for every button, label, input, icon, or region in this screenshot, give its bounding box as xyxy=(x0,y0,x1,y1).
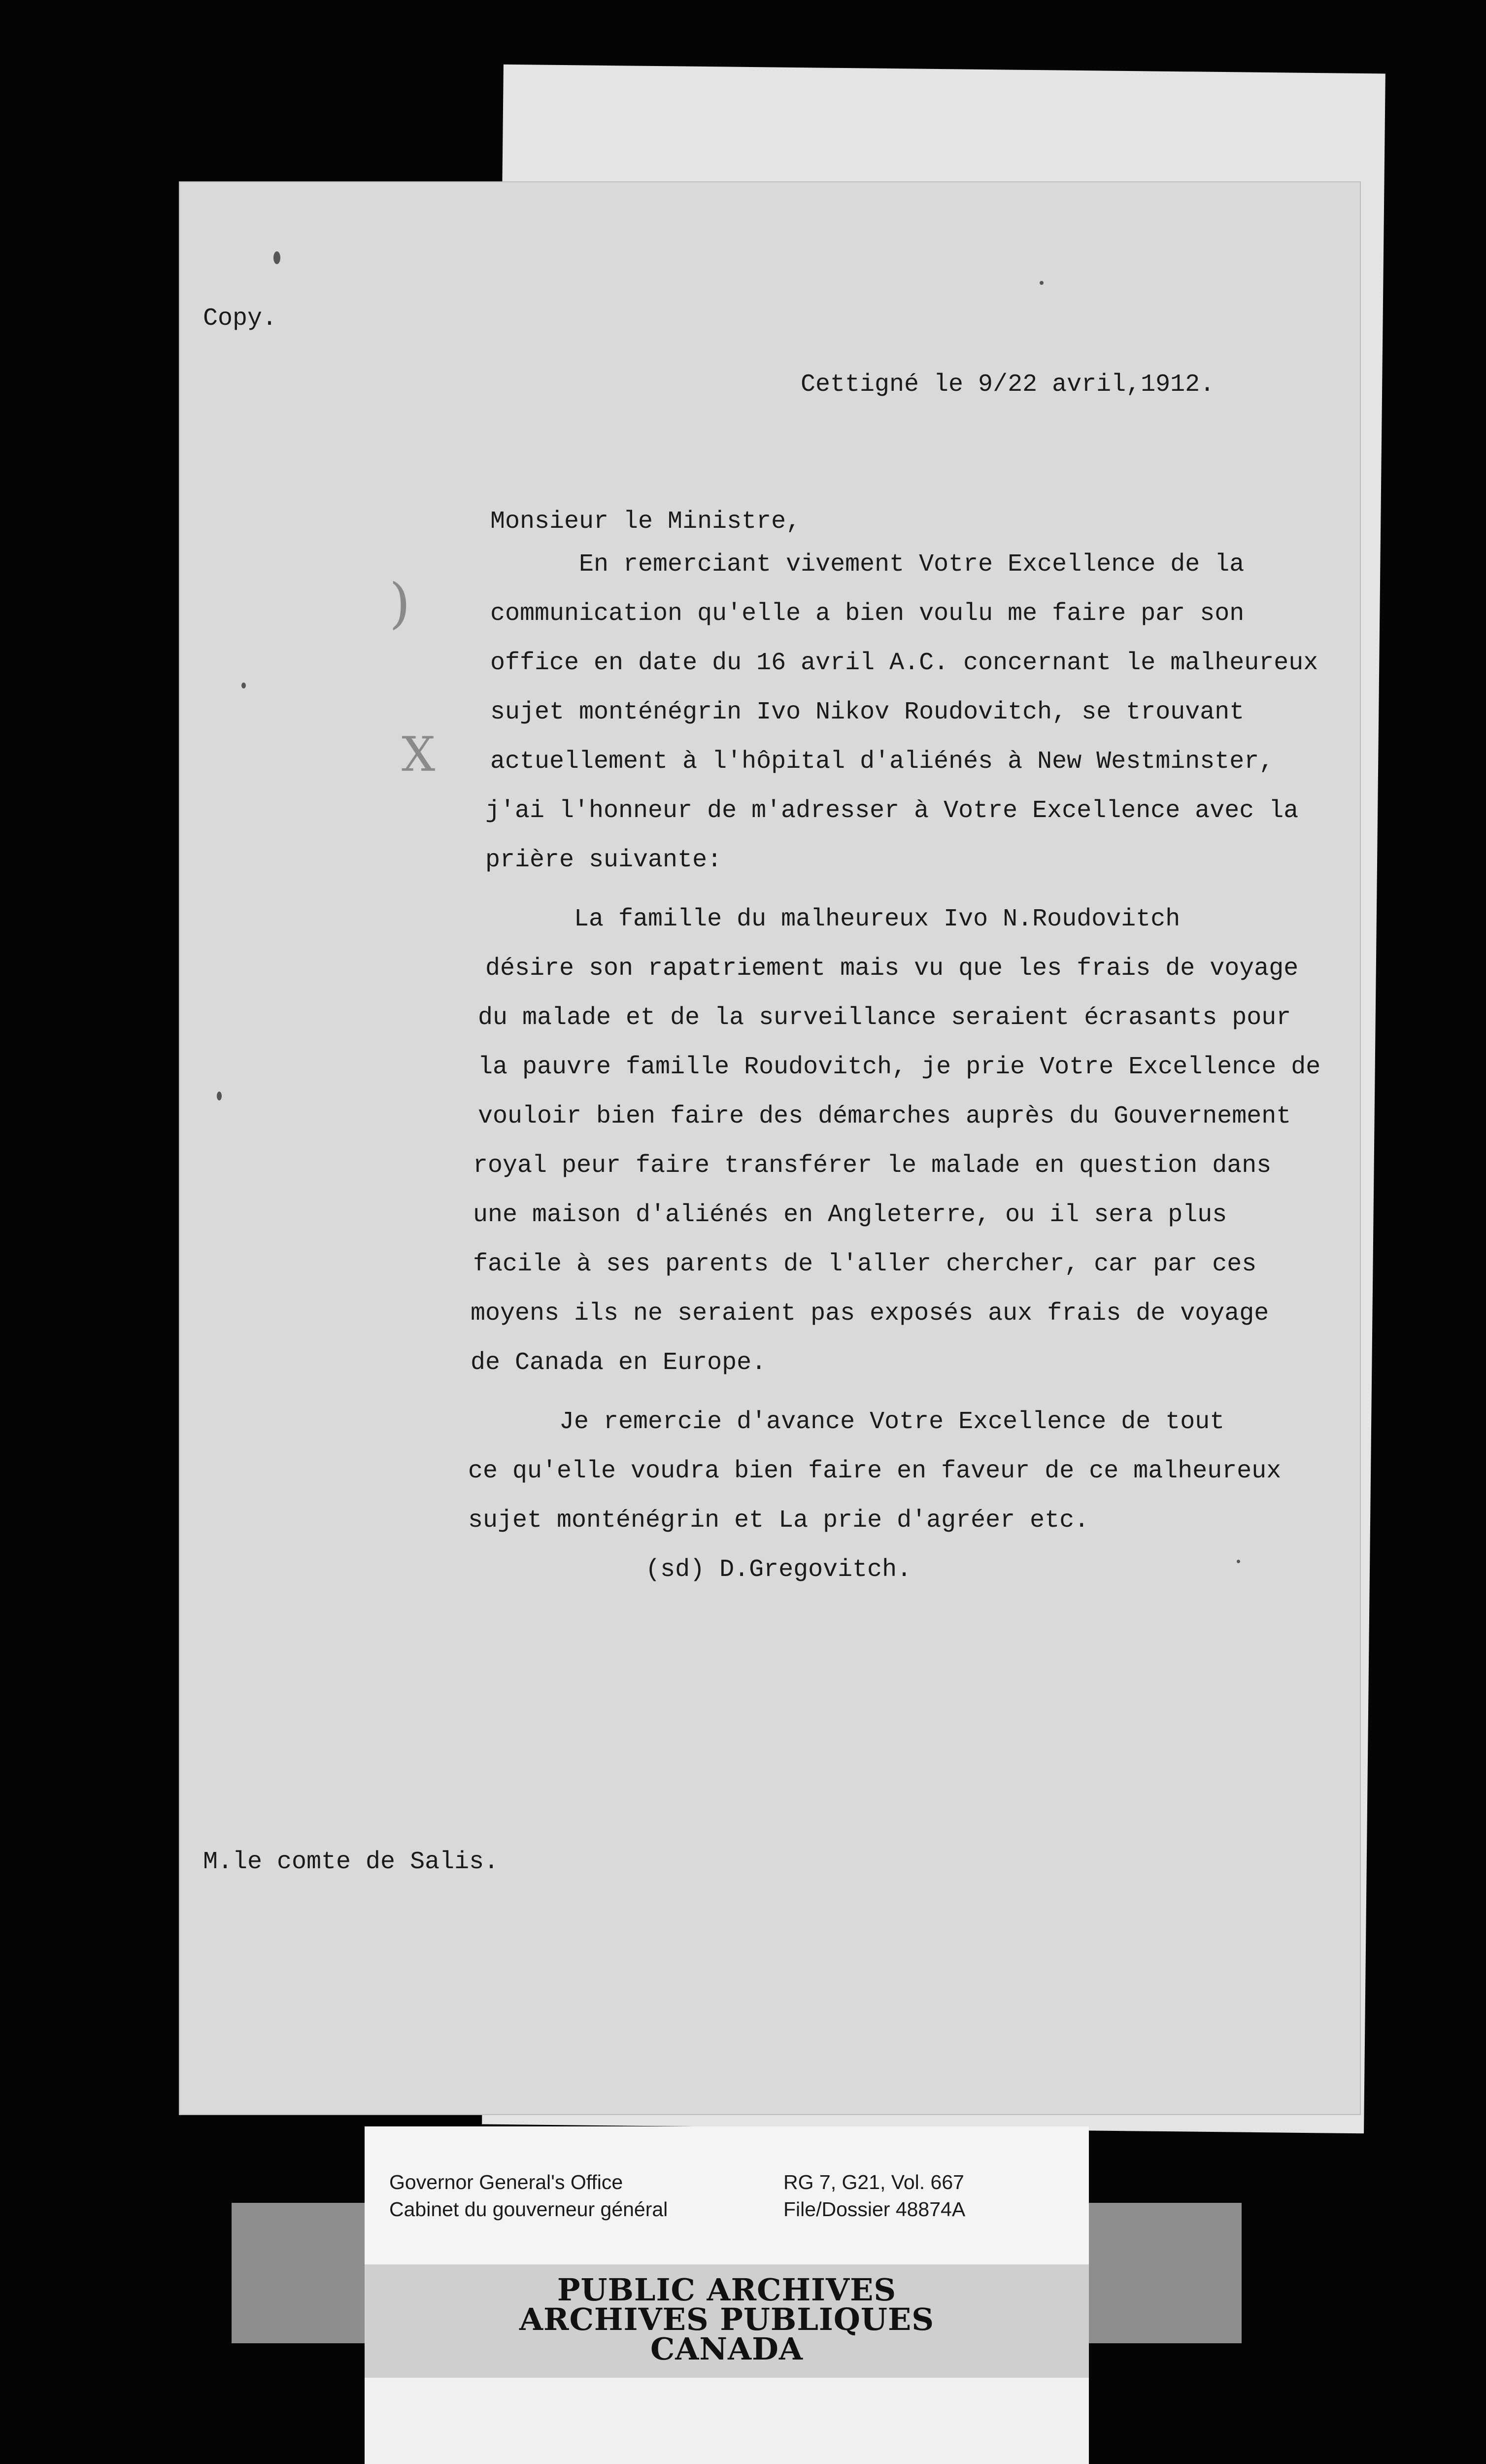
archive-reference-label xyxy=(365,2126,1089,2264)
copy-label: Copy. xyxy=(203,305,277,333)
body-line: office en date du 16 avril A.C. concernant le malheureux xyxy=(490,649,1318,677)
page-speck xyxy=(1040,281,1044,285)
body-line: la pauvre famille Roudovitch, je prie Votre Excellence de xyxy=(478,1053,1321,1081)
stamp-bottom xyxy=(365,2378,1089,2464)
body-line: sujet monténégrin et La prie d'agréer etc. xyxy=(468,1506,1089,1535)
pencil-mark: X xyxy=(402,727,436,782)
body-line: sujet monténégrin Ivo Nikov Roudovitch, se trouvant xyxy=(490,698,1245,726)
letter-page xyxy=(180,182,1360,2114)
body-line: communication qu'elle a bien voulu me faire par son xyxy=(490,600,1245,628)
stamp-archives-publiques: ARCHIVES PUBLIQUES xyxy=(519,2301,935,2337)
body-line: prière suivante: xyxy=(485,846,722,874)
stamp-public-archives: PUBLIC ARCHIVES xyxy=(557,2272,897,2308)
office-fr: Cabinet du gouverneur général xyxy=(389,2198,668,2221)
archive-file: File/Dossier 48874A xyxy=(783,2198,966,2221)
body-line: La famille du malheureux Ivo N.Roudovitch xyxy=(485,905,1181,933)
body-line: facile à ses parents de l'aller chercher, car par ces xyxy=(473,1250,1257,1278)
body-line: de Canada en Europe. xyxy=(471,1349,767,1377)
pencil-mark: ) xyxy=(389,572,410,635)
signature-line: (sd) D.Gregovitch. xyxy=(468,1556,912,1584)
page-speck xyxy=(241,683,246,688)
page-speck xyxy=(273,251,280,264)
body-line: moyens ils ne seraient pas exposés aux frais de voyage xyxy=(471,1300,1269,1328)
body-line: ce qu'elle voudra bien faire en faveur de ce malheureux xyxy=(468,1457,1282,1485)
salutation: Monsieur le Ministre, xyxy=(490,508,801,536)
body-line: actuellement à l'hôpital d'aliénés à New Westminster, xyxy=(490,748,1274,776)
addressee: M.le comte de Salis. xyxy=(203,1848,499,1876)
body-line: vouloir bien faire des démarches auprès du Gouvernement xyxy=(478,1102,1291,1130)
stamp-canada: CANADA xyxy=(650,2331,804,2367)
body-line: En remerciant vivement Votre Excellence de la xyxy=(490,550,1245,579)
office-en: Governor General's Office xyxy=(389,2171,623,2193)
page-speck xyxy=(1237,1560,1240,1563)
body-line: une maison d'aliénés en Angleterre, ou il sera plus xyxy=(473,1201,1227,1229)
dateline: Cettigné le 9/22 avril,1912. xyxy=(801,371,1215,399)
body-line: du malade et de la surveillance seraient écrasants pour xyxy=(478,1004,1291,1032)
page-speck xyxy=(217,1092,222,1100)
body-line: Je remercie d'avance Votre Excellence de tout xyxy=(471,1408,1225,1436)
body-line: désire son rapatriement mais vu que les frais de voyage xyxy=(485,955,1299,983)
body-line: j'ai l'honneur de m'adresser à Votre Excellence avec la xyxy=(485,797,1299,825)
archive-reference: RG 7, G21, Vol. 667 xyxy=(783,2171,964,2193)
body-line: royal peur faire transférer le malade en question dans xyxy=(473,1152,1272,1180)
